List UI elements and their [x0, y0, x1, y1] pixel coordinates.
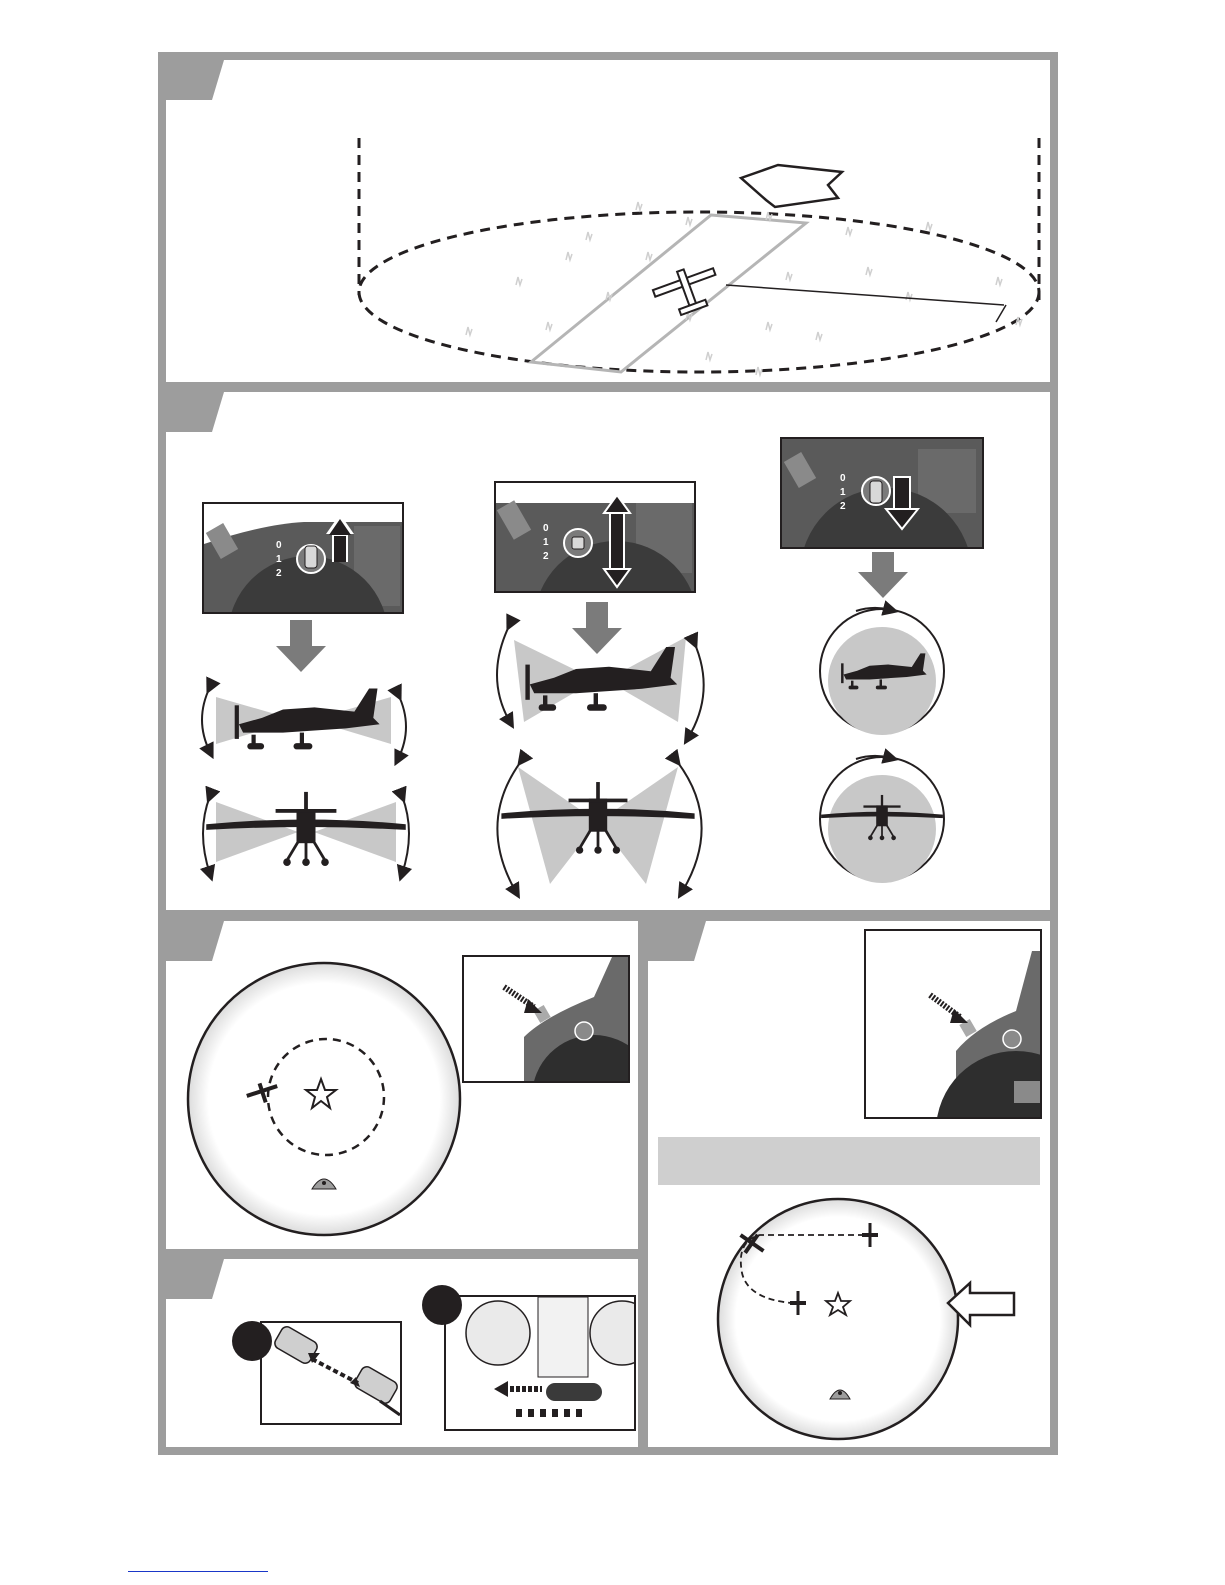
- airplane-icon: [235, 689, 380, 750]
- airplane-icon: [650, 260, 725, 321]
- airplane-icon: [501, 782, 694, 854]
- down-arrow-icon: [276, 620, 326, 672]
- switch-card-mode-0: [202, 502, 404, 614]
- switch-position-2: 2: [840, 501, 846, 512]
- switch-position-0: 0: [543, 523, 549, 534]
- panel-flight-area: [166, 60, 1050, 382]
- switch-position-2: 2: [276, 568, 282, 579]
- callout-band: [658, 1137, 1040, 1185]
- transmitter-inset: [864, 929, 1042, 1119]
- instruction-frame: [158, 52, 1058, 1455]
- switch-position-1: 1: [840, 487, 846, 498]
- step-tab: [648, 921, 706, 961]
- footer-link-underline[interactable]: [128, 1571, 268, 1572]
- panel-battery-connect: [166, 1259, 638, 1447]
- switch-position-1: 1: [276, 554, 282, 565]
- switch-position-1: 1: [543, 537, 549, 548]
- switch-card-mode-2: [780, 437, 984, 549]
- step-badge-2: [422, 1285, 462, 1325]
- transmitter-inset: [462, 955, 630, 1083]
- pilot-position-icon: [830, 1390, 850, 1399]
- star-icon: [826, 1293, 850, 1315]
- panel-panic-recovery: [166, 921, 638, 1249]
- airplane-icon: [790, 1291, 806, 1315]
- airplane-icon: [821, 795, 943, 840]
- airplane-icon: [841, 653, 927, 689]
- switch-position-2: 2: [543, 551, 549, 562]
- panel-auto-land: [648, 921, 1050, 1447]
- switch-position-0: 0: [276, 540, 282, 551]
- wind-arrow-icon: [741, 165, 842, 207]
- wind-arrow-icon: [948, 1283, 1014, 1325]
- transmitter-back-inset: [444, 1295, 636, 1431]
- connector-inset: [260, 1321, 402, 1425]
- airplane-icon: [734, 1227, 770, 1261]
- down-arrow-icon: [572, 602, 622, 654]
- panel-flight-modes: [166, 392, 1050, 910]
- switch-card-mode-1: [494, 481, 696, 593]
- flying-field-diagram: [166, 60, 1050, 382]
- airplane-icon: [525, 647, 677, 711]
- down-arrow-icon: [858, 552, 908, 598]
- switch-position-0: 0: [840, 473, 846, 484]
- step-badge-1: [232, 1321, 272, 1361]
- airplane-icon: [862, 1223, 878, 1247]
- step-tab: [166, 392, 224, 432]
- step-tab: [166, 1259, 224, 1299]
- airplane-icon: [206, 792, 406, 866]
